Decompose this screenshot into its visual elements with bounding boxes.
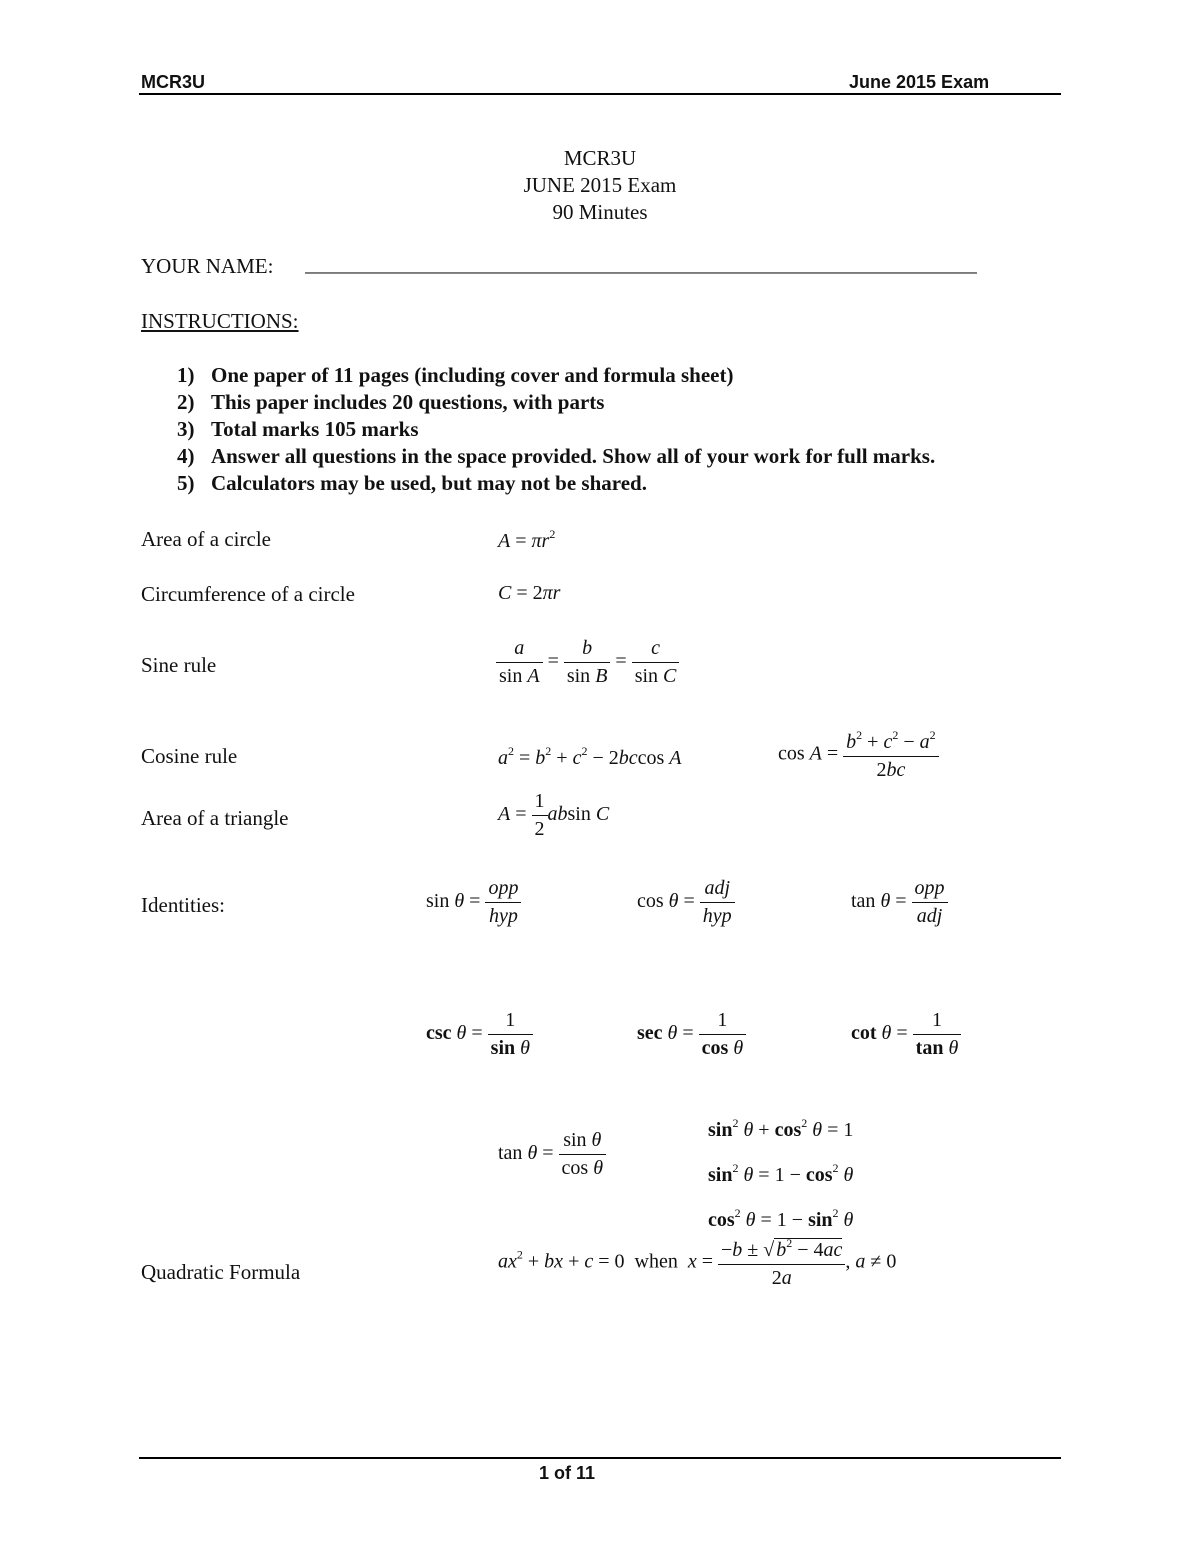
title-exam: JUNE 2015 Exam	[523, 173, 677, 197]
title-duration: 90 Minutes	[552, 200, 648, 224]
formula-tan-quotient: tan θ = $\frac{\text{sin θ}}{\text{cos θ}}$	[498, 1129, 606, 1180]
label-circumference: Circumference of a circle	[141, 582, 355, 606]
title-course: MCR3U	[563, 146, 637, 170]
formula-cosine-rule: $a^2 = b^2 + c^2 - 2bccos$ A	[498, 744, 682, 769]
formula-circumference: C = 2πr	[498, 582, 561, 604]
formula-quadratic: $ax^2$ + bx + c = 0 when x = $\frac{-b \pm √ b^2 - 4ac}{2a}$ , a ≠ 0	[498, 1236, 897, 1289]
instructions-list	[177, 362, 935, 497]
instruction-item: 2) This paper includes 20 questions, with parts	[177, 390, 605, 414]
instructions-label: INSTRUCTIONS:	[141, 309, 299, 333]
label-sine-rule: Sine rule	[141, 653, 217, 677]
page-number: 1 of 11	[538, 1463, 596, 1483]
instruction-item: 3) Total marks 105 marks	[177, 417, 419, 441]
formula-area-circle: $A = \pi r^2$	[498, 527, 556, 552]
instruction-item: 5) Calculators may be used, but may not be shared.	[177, 471, 647, 495]
header-course: MCR3U	[141, 72, 206, 92]
label-identities: Identities:	[141, 893, 225, 917]
label-cosine-rule: Cosine rule	[141, 744, 238, 768]
label-quadratic: Quadratic Formula	[141, 1260, 301, 1284]
formula-tan: tan θ = $\frac{\text{opp}}{\text{adj}}$	[851, 877, 948, 928]
name-label: YOUR NAME:	[141, 254, 274, 278]
label-area-circle: Area of a circle	[141, 527, 271, 551]
formula-area-triangle: A = $\frac{1}{2}$ absin C	[498, 790, 610, 840]
formula-sec: sec θ = $\frac{1}{\text{cos θ}}$	[637, 1009, 746, 1060]
instruction-item: 1) One paper of 11 pages (including cover and formula sheet)	[177, 363, 734, 387]
formula-cot: cot θ = $\frac{1}{\text{tan θ}}$	[851, 1009, 961, 1060]
formula-cosine-rule-rearranged: cos A = $\frac{b^2 + c^2 - a^2}{2bc}$	[778, 728, 939, 782]
header-exam: June 2015 Exam	[849, 72, 990, 92]
name-field[interactable]: ________________________________________________________________	[305, 252, 977, 276]
formula-pythagorean: $\sin^2 \theta + \cos^2 \theta = 1$ $\sin^2 \theta = 1 - \cos^2 \theta$ $\cos^2 \theta = 1 - \sin^2 \theta$	[708, 1116, 854, 1231]
header-rule	[139, 93, 1061, 95]
instruction-item: 4) Answer all questions in the space provided. Show all of your work for full marks.	[177, 444, 936, 468]
footer-rule	[139, 1457, 1061, 1459]
formula-csc: csc θ = $\frac{1}{\text{sin θ}}$	[426, 1009, 533, 1060]
formula-sine-rule: $\frac{a}{\text{sin A}}$ = $\frac{b}{\text{sin B}}$ = $\frac{c}{\text{sin C}}$	[496, 637, 679, 688]
formula-cos: cos θ = $\frac{\text{adj}}{\text{hyp}}$	[637, 877, 735, 928]
label-area-triangle: Area of a triangle	[141, 806, 289, 830]
formula-sin: sin θ = $\frac{\text{opp}}{\text{hyp}}$	[426, 877, 521, 928]
